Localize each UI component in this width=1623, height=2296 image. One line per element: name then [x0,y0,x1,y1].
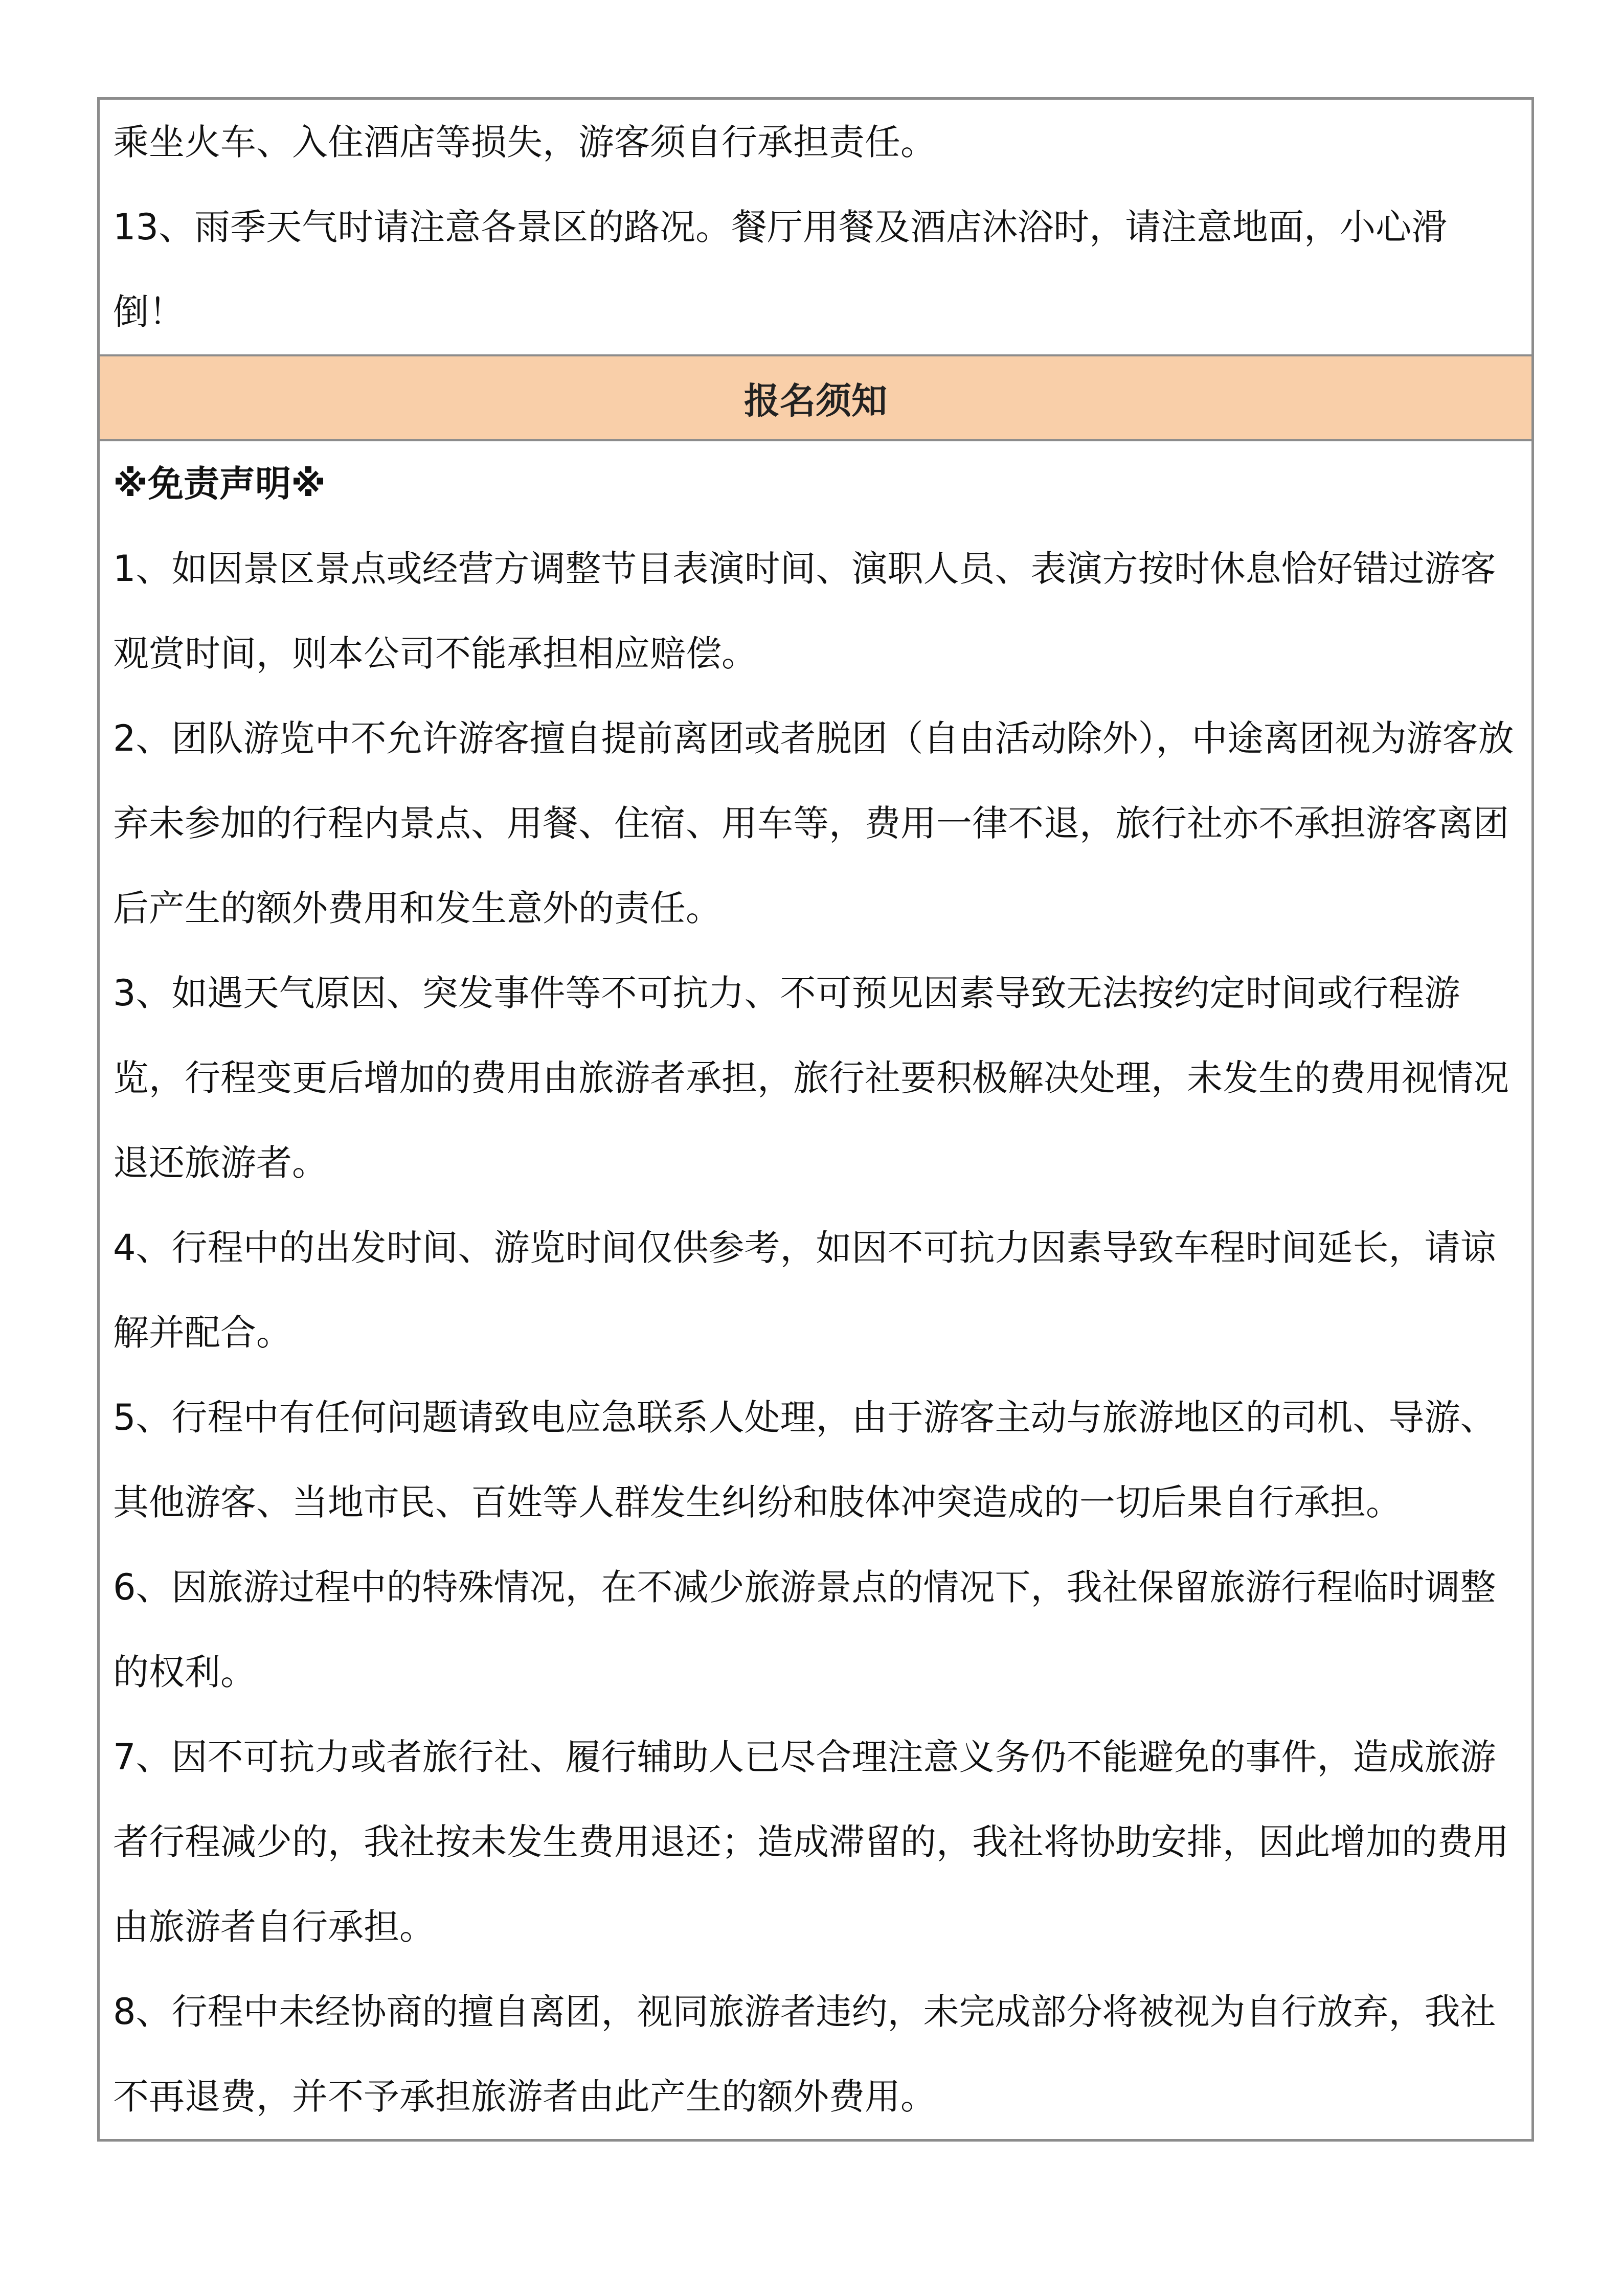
terms-item-13: 13、雨季天气时请注意各景区的路况。餐厅用餐及酒店沐浴时，请注意地面，小心滑倒！ [113,206,1448,333]
disclaimer-heading: ※免责声明※ [113,463,326,505]
section-title: 报名须知 [744,379,887,422]
disclaimer-cell [100,439,1531,2139]
previous-terms-cell [100,100,1531,354]
disclaimer-item-5: 5、行程中有任何问题请致电应急联系人处理，由于游客主动与旅游地区的司机、导游、其他游客、当地市民、百姓等人群发生纠纷和肢体冲突造成的一切后果自行承担。 [113,1397,1496,1523]
disclaimer-item-8: 8、行程中未经协商的擅自离团，视同旅游者违约，未完成部分将被视为自行放弃，我社不再退费，并不予承担旅游者由此产生的额外费用。 [113,1991,1496,2118]
section-header-registration [100,354,1531,439]
disclaimer-item-3: 3、如遇天气原因、突发事件等不可抗力、不可预见因素导致无法按约定时间或行程游览，行程变更后增加的费用由旅游者承担，旅行社要积极解决处理，未发生的费用视情况退还旅游者。 [113,972,1509,1184]
notice-table [97,97,1534,2142]
disclaimer-item-7: 7、因不可抗力或者旅行社、履行辅助人已尽合理注意义务仍不能避免的事件，造成旅游者行程减少的，我社按未发生费用退还；造成滞留的，我社将协助安排，因此增加的费用由旅游者自行承担。 [113,1736,1509,1948]
disclaimer-item-6: 6、因旅游过程中的特殊情况，在不减少旅游景点的情况下，我社保留旅游行程临时调整的权利。 [113,1566,1496,1693]
disclaimer-item-4: 4、行程中的出发时间、游览时间仅供参考，如因不可抗力因素导致车程时间延长，请谅解并配合。 [113,1227,1496,1354]
terms-line-continuation: 乘坐火车、入住酒店等损失，游客须自行承担责任。 [113,121,936,163]
disclaimer-item-1: 1、如因景区景点或经营方调整节目表演时间、演职人员、表演方按时休息恰好错过游客观赏时间，则本公司不能承担相应赔偿。 [113,548,1496,674]
disclaimer-item-2: 2、团队游览中不允许游客擅自提前离团或者脱团（自由活动除外），中途离团视为游客放弃未参加的行程内景点、用餐、住宿、用车等，费用一律不退，旅行社亦不承担游客离团后产生的额外费用和发生意外的责任。 [113,717,1514,929]
